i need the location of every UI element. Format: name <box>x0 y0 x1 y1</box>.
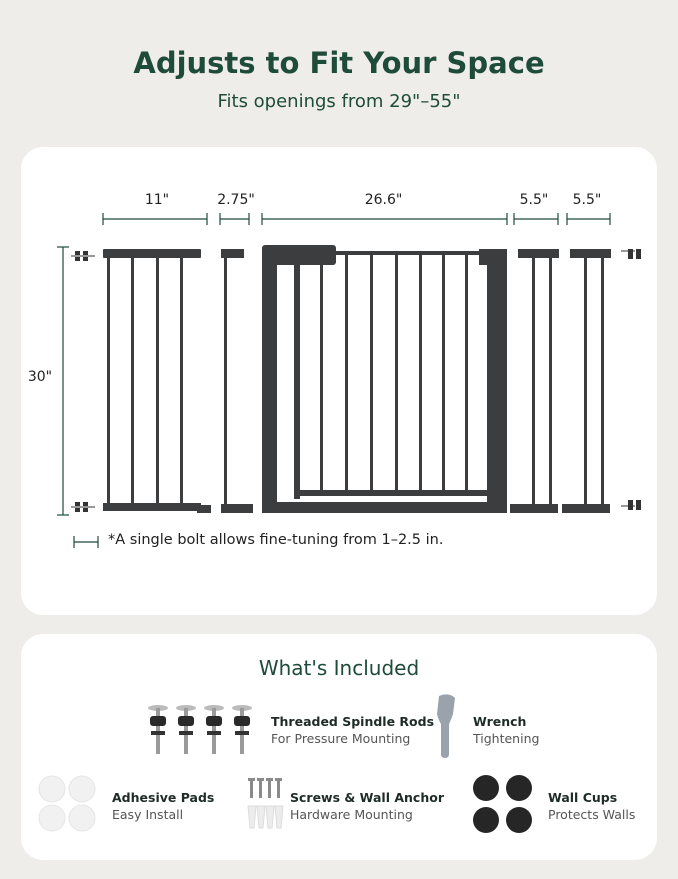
extension-2-75 <box>221 249 253 513</box>
page-subtitle: Fits openings from 29"–55" <box>217 91 461 112</box>
wrench-icon <box>437 694 455 758</box>
included-title: What's Included <box>258 656 420 680</box>
adhesive-pads-icon <box>39 776 95 831</box>
extension-5-5-a <box>510 249 559 513</box>
wall-spindle-right-bottom <box>621 500 641 510</box>
item-desc-screws: Hardware Mounting <box>290 807 413 822</box>
dimensions-card <box>21 147 657 615</box>
item-name-spindle-rods: Threaded Spindle Rods <box>271 714 435 729</box>
wall-spindle-right-top <box>621 249 641 259</box>
width-label-5-5-a: 5.5" <box>519 192 549 208</box>
height-label: 30" <box>27 369 53 385</box>
wall-spindle-left-top <box>71 251 95 261</box>
item-desc-spindle-rods: For Pressure Mounting <box>271 731 411 746</box>
item-name-wall-cups: Wall Cups <box>548 790 618 805</box>
screws-icon <box>248 778 283 828</box>
item-desc-wall-cups: Protects Walls <box>548 807 636 822</box>
spindle-rods-icon <box>148 705 252 754</box>
main-gate <box>262 245 507 513</box>
page-title: Adjusts to Fit Your Space <box>133 46 545 80</box>
item-name-adhesive-pads: Adhesive Pads <box>112 790 215 805</box>
item-desc-adhesive-pads: Easy Install <box>112 807 184 822</box>
bolt-note: *A single bolt allows fine-tuning from 1–2.5 in. <box>108 532 444 548</box>
width-label-11: 11" <box>144 192 170 208</box>
included-card <box>21 634 657 860</box>
width-label-26-6: 26.6" <box>364 192 403 208</box>
item-name-screws: Screws & Wall Anchor <box>290 790 444 805</box>
extension-11 <box>103 249 211 513</box>
item-desc-wrench: Tightening <box>473 731 540 746</box>
width-label-5-5-b: 5.5" <box>572 192 602 208</box>
extension-5-5-b <box>562 249 611 513</box>
wall-cups-icon <box>473 775 532 833</box>
wall-spindle-left-bottom <box>71 502 95 512</box>
item-name-wrench: Wrench <box>473 714 527 729</box>
width-label-2-75: 2.75" <box>217 192 255 208</box>
